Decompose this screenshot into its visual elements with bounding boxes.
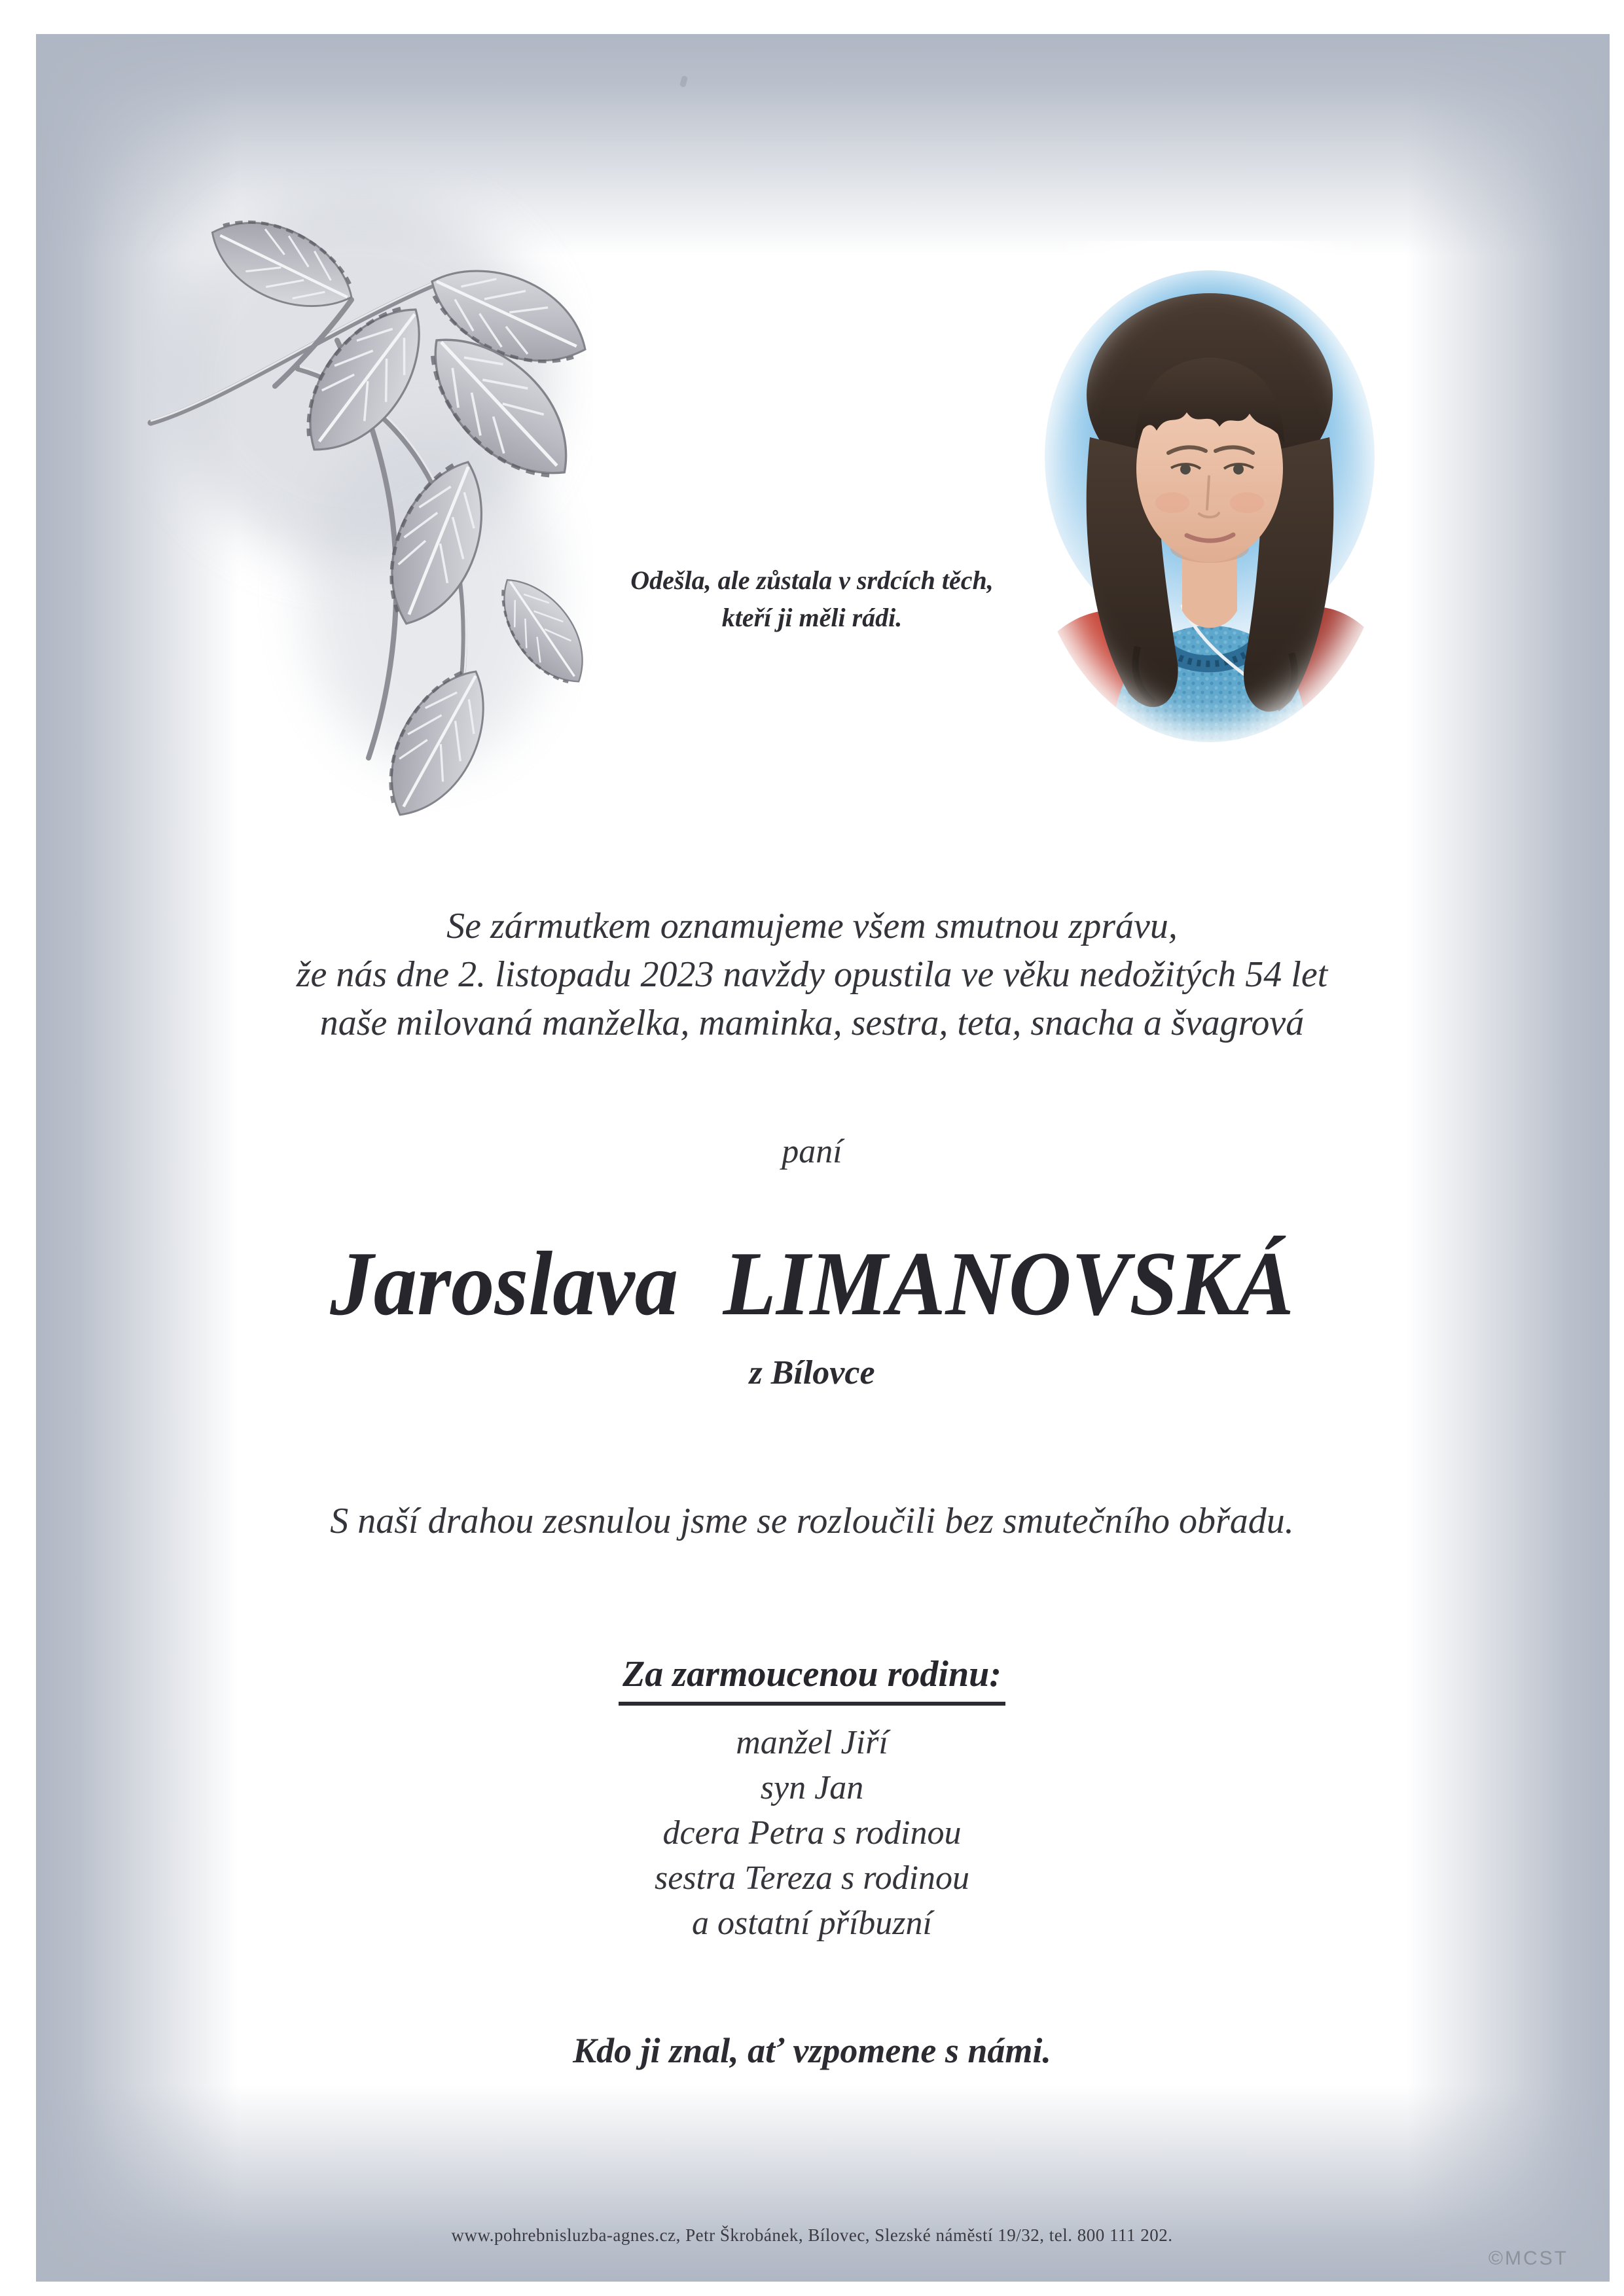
watermark-credit: ©MCST <box>1488 2248 1568 2269</box>
closing-text: Kdo ji znal, ať vzpomene s námi. <box>573 2031 1051 2070</box>
family-member: sestra Tereza s rodinou <box>654 1859 970 1897</box>
family-member: dcera Petra s rodinou <box>662 1814 962 1852</box>
announcement-line-1: Se zármutkem oznamujeme všem smutnou zprávu, <box>446 906 1178 946</box>
portrait-photo <box>1017 241 1403 755</box>
salutation: paní <box>782 1133 842 1170</box>
family-member: syn Jan <box>760 1769 864 1806</box>
deceased-name <box>41 1232 1583 1336</box>
deceased-last-name: LIMANOVSKÁ <box>723 1233 1294 1335</box>
quote-line-1: Odešla, ale zůstala v srdcích těch, <box>630 565 994 595</box>
left-eye <box>1180 464 1191 475</box>
family-member: a ostatní příbuzní <box>692 1905 932 1942</box>
announcement-line-3: naše milovaná manželka, maminka, sestra, teta, snacha a švagrová <box>319 1003 1305 1043</box>
family-list <box>0 1720 1624 1946</box>
family-member: manžel Jiří <box>736 1724 888 1761</box>
announcement-text <box>0 902 1624 1047</box>
memorial-quote <box>0 562 1624 636</box>
right-eye <box>1233 464 1244 475</box>
announcement-line-2: že nás dne 2. listopadu 2023 navždy opustila ve věku nedožitých 54 let <box>296 954 1328 995</box>
quote-line-2: kteří ji měli rádi. <box>721 603 903 632</box>
farewell-text: S naší drahou zesnulou jsme se rozloučili bez smutečního obřadu. <box>330 1501 1294 1541</box>
deceased-origin: z Bílovce <box>749 1354 875 1391</box>
family-heading: Za zarmoucenou rodinu: <box>0 1653 1624 1706</box>
deceased-first-name: Jaroslava <box>330 1233 679 1335</box>
leaves-illustration <box>141 169 592 830</box>
footer-contact: www.pohrebnisluzba-agnes.cz, Petr Škrobánek, Bílovec, Slezské náměstí 19/32, tel. 800 111 202. <box>451 2225 1173 2245</box>
